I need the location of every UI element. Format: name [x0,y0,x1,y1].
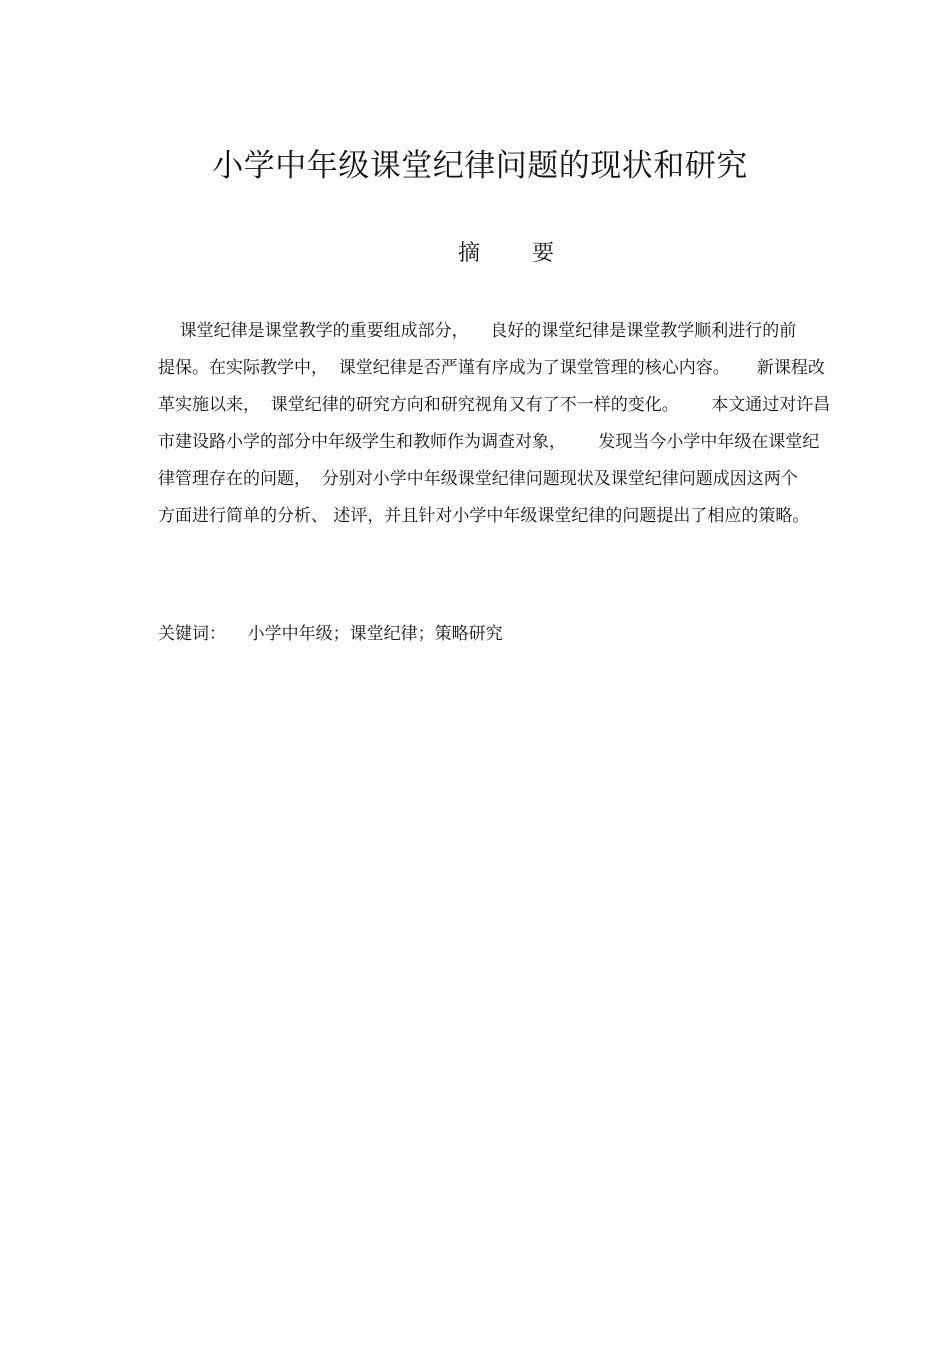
abstract-line: 市建设路小学的部分中年级学生和教师作为调查对象， 发现当今小学中年级在课堂纪 [158,432,820,452]
abstract-heading-char-1: 摘 [458,241,481,266]
abstract-body [158,316,878,538]
abstract-line: 课堂纪律是课堂教学的重要组成部分， 良好的课堂纪律是课堂教学顺利进行的前 [158,321,797,341]
keywords-label: 关键词： [158,624,226,644]
abstract-heading-char-2: 要 [532,241,555,266]
keywords-list: 小学中年级；课堂纪律；策略研究 [247,624,503,644]
abstract-heading [458,236,578,267]
abstract-line: 律管理存在的问题， 分别对小学中年级课堂纪律问题现状及课堂纪律问题成因这两个 [158,469,798,489]
keywords-line [158,619,503,644]
abstract-line: 提保。在实际教学中， 课堂纪律是否严谨有序成为了课堂管理的核心内容。 新课程改 [158,358,825,378]
abstract-line: 革实施以来， 课堂纪律的研究方向和研究视角又有了不一样的变化。 本文通过对许昌 [158,395,831,415]
document-title: 小学中年级课堂纪律问题的现状和研究 [212,148,748,184]
abstract-line: 方面进行简单的分析、 述评，并且针对小学中年级课堂纪律的问题提出了相应的策略。 [158,506,810,526]
